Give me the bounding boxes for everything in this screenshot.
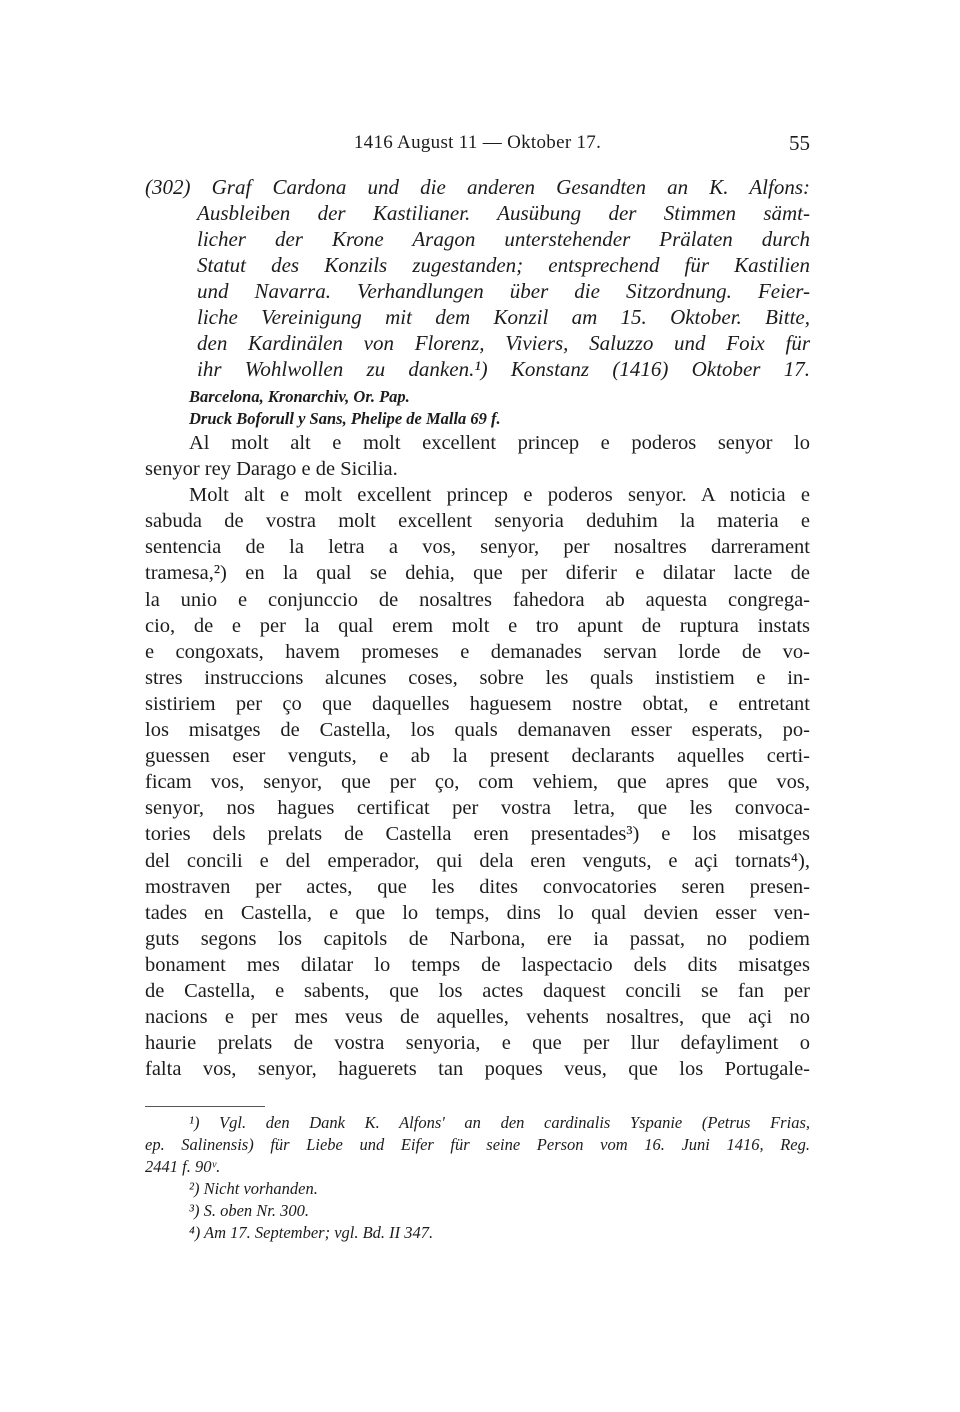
footnote-line: ¹) Vgl. den Dank K. Alfons' an den cardinalis Yspanie (Petrus Frias,: [189, 1113, 810, 1132]
body-line: tramesa,²) en la qual se dehia, que per diferir e dilatar lacte de: [145, 562, 810, 585]
heading-line: den Kardinälen von Florenz, Viviers, Saluzzo und Foix für: [197, 331, 810, 355]
footnote-divider: [145, 1106, 265, 1107]
heading-line: (302) Graf Cardona und die anderen Gesandten an K. Alfons:: [145, 175, 810, 199]
running-head-title: 1416 August 11 — Oktober 17.: [353, 132, 602, 153]
heading-line: licher der Krone Aragon unterstehender Prälaten durch: [197, 227, 810, 251]
heading-line: ihr Wohlwollen zu danken.¹) Konstanz (1416) Oktober 17.: [197, 357, 810, 381]
page-number: 55: [789, 131, 810, 155]
footnote-line: ep. Salinensis) für Liebe und Eifer für seine Person vom 16. Juni 1416, Reg.: [145, 1135, 810, 1154]
archive-source: Barcelona, Kronarchiv, Or. Pap.: [189, 387, 410, 406]
body-line: cio, de e per la qual erem molt e tro apunt de ruptura instats: [145, 614, 810, 637]
letter-body: [145, 430, 810, 1082]
body-line: Al molt alt e molt excellent princep e poderos senyor lo: [189, 432, 810, 454]
body-line: falta vos, senyor, haguerets tan poques veus, que los Portugale-: [145, 1058, 810, 1081]
body-line: tades en Castella, e que lo temps, dins lo qual devien esser ven-: [145, 901, 810, 924]
body-line: de Castella, e sabents, que los actes daquest concili se fan per: [145, 979, 810, 1002]
body-line: los misatges de Castella, los quals demanaven esser esperats, po-: [145, 719, 810, 742]
footnote-line: 2441 f. 90ᵛ.: [145, 1157, 221, 1176]
body-line: stres instruccions alcunes coses, sobre les quals instistiem e in-: [145, 666, 810, 689]
body-line: sabuda de vostra molt excellent senyoria deduhim la materia e: [145, 510, 810, 533]
body-line: bonament mes dilatar lo temps de laspectacio dels dits misatges: [145, 953, 810, 976]
body-line: ficam vos, senyor, que per ço, com vehiem, que apres que vos,: [145, 771, 810, 794]
body-line: del concili e del emperador, qui dela eren venguts, e açi tornats⁴),: [145, 849, 810, 872]
heading-line: und Navarra. Verhandlungen über die Sitzordnung. Feier-: [197, 279, 810, 303]
body-line: haurie prelats de vostra senyoria, e que per llur defayliment o: [145, 1032, 810, 1055]
body-line: sentencia de la letra a vos, senyor, per nosaltres darrerament: [145, 536, 810, 559]
body-line: guts segons los capitols de Narbona, ere ia passat, no podiem: [145, 927, 810, 950]
body-line: nacions e per mes veus de aquelles, vehents nosaltres, que açi no: [145, 1006, 810, 1029]
body-line: la unio e conjunccio de nosaltres fahedora ab aquesta congrega-: [145, 588, 810, 611]
document-heading: [145, 174, 810, 382]
running-head: [145, 132, 810, 158]
heading-line: Ausbleiben der Kastilianer. Ausübung der Stimmen sämt-: [197, 201, 810, 225]
body-line: senyor, nos hagues certificat per vostra letra, que les convoca-: [145, 797, 810, 820]
body-line: sistiriem per ço que daquelles haguesem nostre obtat, e entretant: [145, 692, 810, 715]
footnote-line: ²) Nicht vorhanden.: [189, 1179, 318, 1198]
body-line: tories dels prelats de Castella eren presentades³) e los misatges: [145, 823, 810, 846]
print-source: Druck Boforull y Sans, Phelipe de Malla 69 f.: [189, 409, 501, 428]
body-line: e congoxats, havem promeses e demanades servan lorde de vo-: [145, 640, 810, 663]
footnote-line: ³) S. oben Nr. 300.: [189, 1201, 309, 1220]
footnotes: [145, 1112, 810, 1244]
body-line: Molt alt e molt excellent princep e poderos senyor. A noticia e: [189, 484, 810, 507]
body-line: mostraven per actes, que les dites convocatories seren presen-: [145, 875, 810, 898]
body-line: guessen eser venguts, e ab la present declarants aquelles certi-: [145, 745, 810, 768]
footnote-line: ⁴) Am 17. September; vgl. Bd. II 347.: [189, 1223, 434, 1242]
heading-line: liche Vereinigung mit dem Konzil am 15. Oktober. Bitte,: [197, 305, 810, 329]
heading-line: Statut des Konzils zugestanden; entsprechend für Kastilien: [197, 253, 810, 277]
body-line: senyor rey Darago e de Sicilia.: [145, 458, 398, 481]
